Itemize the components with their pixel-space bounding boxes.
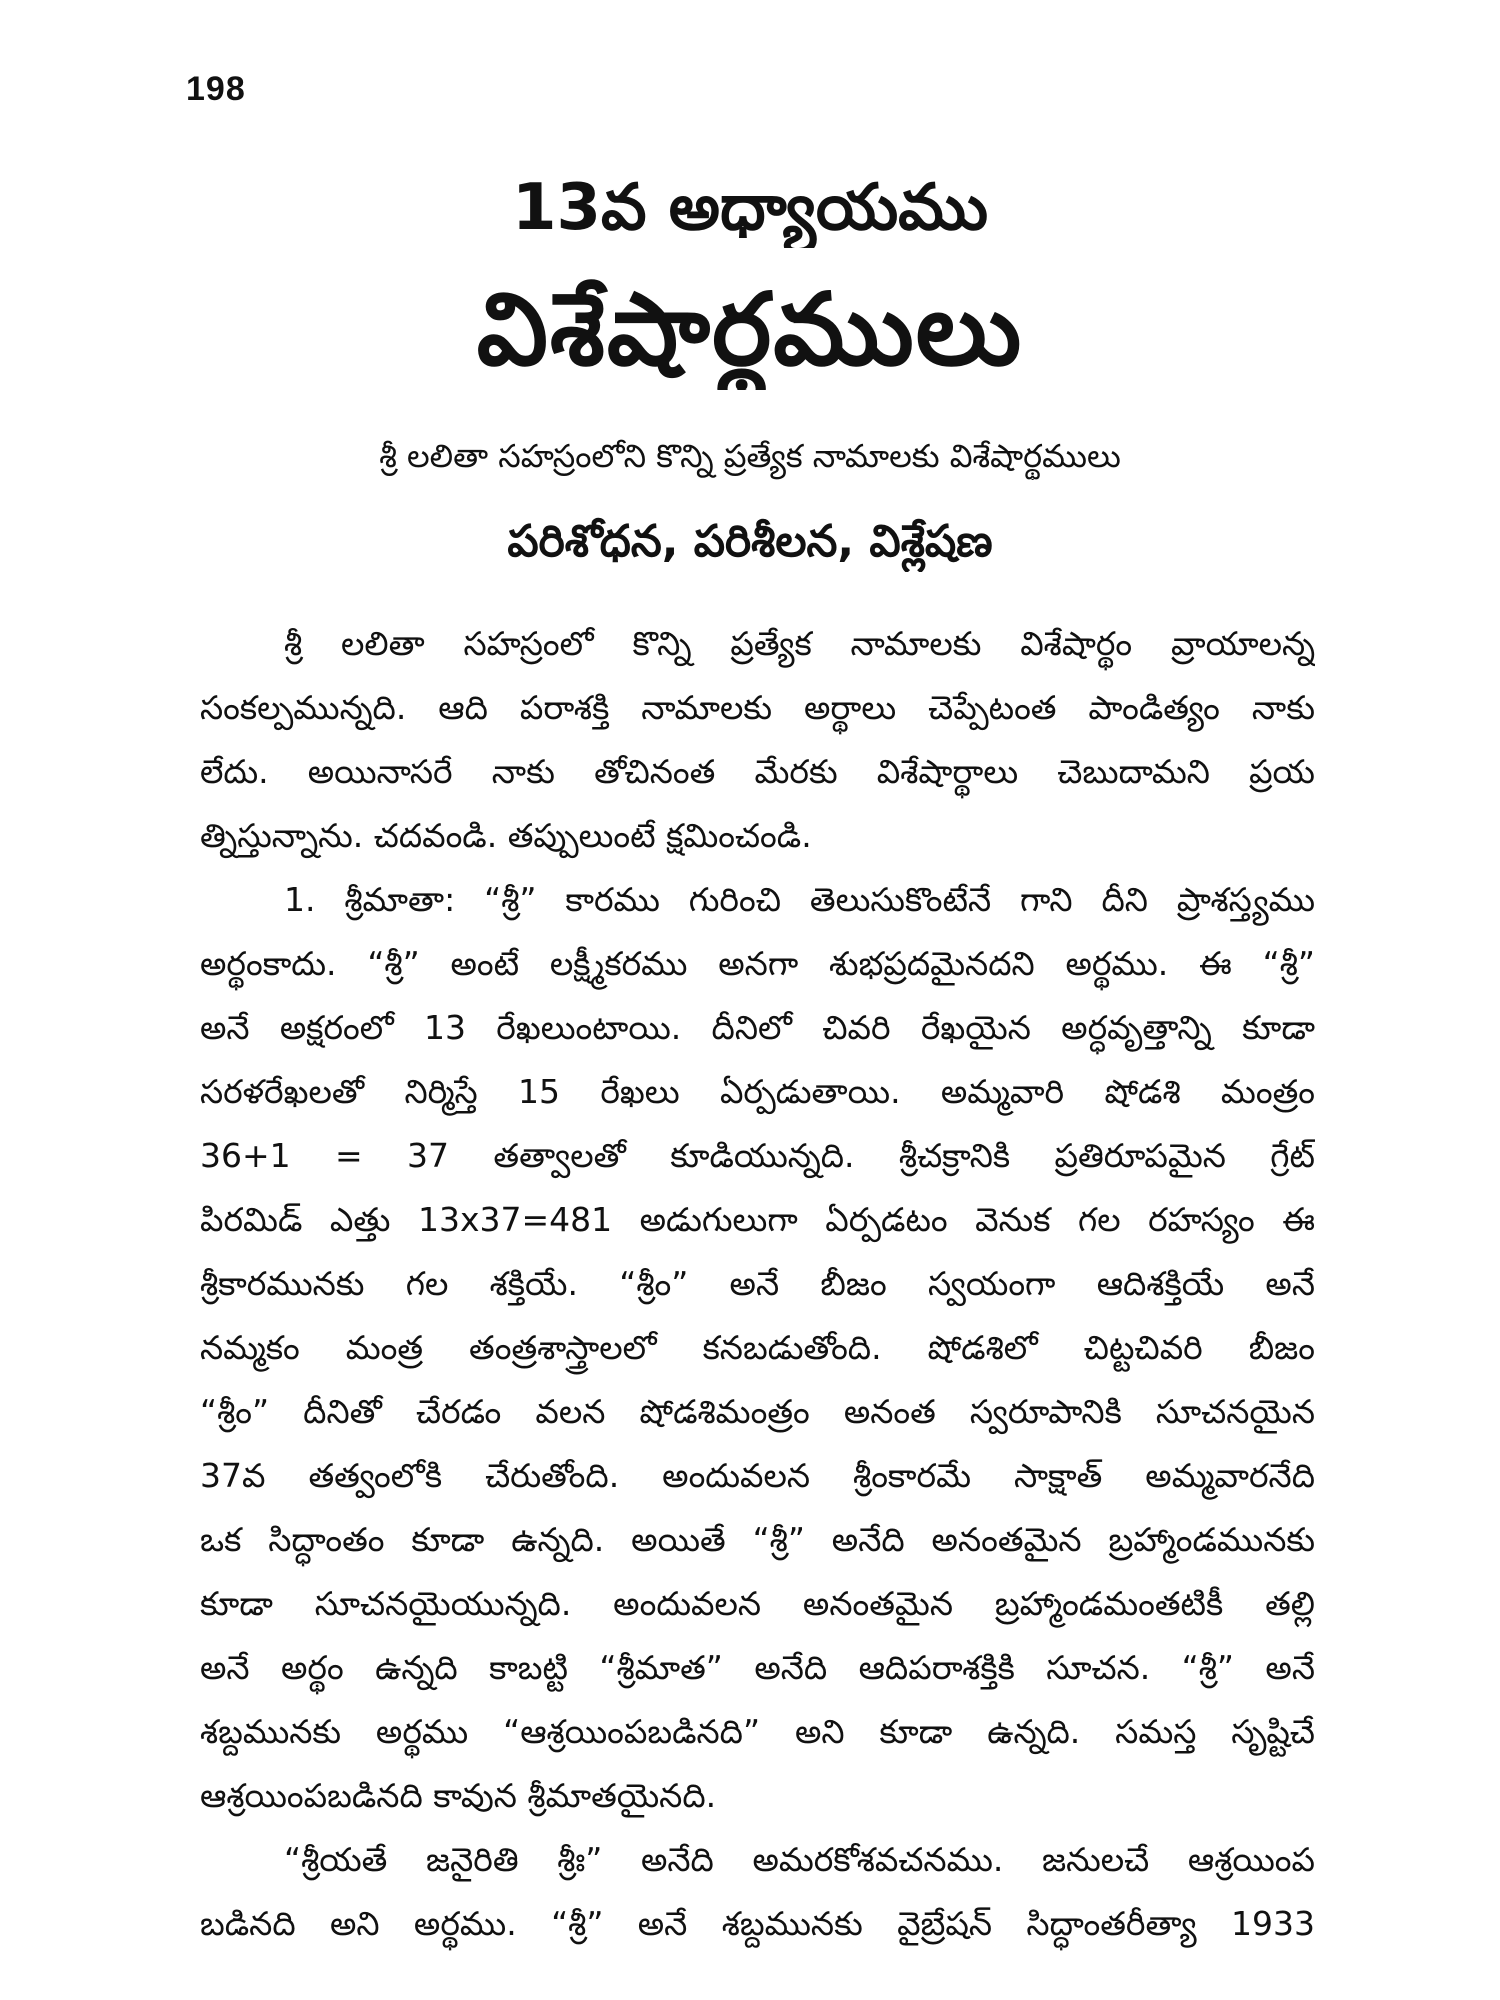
- text-line: 37వ తత్వంలోకి చేరుతోంది. అందువలన శ్రీంకారమే సాక్షాత్ అమ్మవారనేది: [200, 1456, 1315, 1495]
- text-line: “శ్రీం” దీనితో చేరడం వలన షోడశిమంత్రం అనంత స్వరూపానికి సూచనయైన: [200, 1392, 1315, 1431]
- text-line: అనే అక్షరంలో 13 రేఖలుంటాయి. దీనిలో చివరి రేఖయైన అర్ధవృత్తాన్ని కూడా: [200, 1008, 1315, 1047]
- text-line: 36+1 = 37 తత్వాలతో కూడియున్నది. శ్రీచక్రానికి ప్రతిరూపమైన గ్రేట్: [200, 1136, 1315, 1175]
- text-line: శబ్దమునకు అర్థము “ఆశ్రయింపబడినది” అని కూడా ఉన్నది. సమస్త సృష్టిచే: [200, 1712, 1315, 1751]
- text-line: 1. శ్రీమాతా: “శ్రీ” కారము గురించి తెలుసుకొంటేనే గాని దీని ప్రాశస్త్యము: [284, 880, 1315, 919]
- text-line: శ్రీకారమునకు గల శక్తియే. “శ్రీం” అనే బీజం స్వయంగా ఆదిశక్తియే అనే: [200, 1264, 1315, 1303]
- text-line: లేదు. అయినాసరే నాకు తోచినంత మేరకు విశేషార్థాలు చెబుదామని ప్రయ: [200, 752, 1315, 791]
- page-number: 198: [186, 70, 246, 108]
- paragraph-intro: [200, 612, 1315, 868]
- text-line: “శ్రీయతే జనైరితి శ్రీః” అనేది అమరకోశవచనము. జనులచే ఆశ్రయింప: [284, 1840, 1315, 1879]
- text-line: అర్థంకాదు. “శ్రీ” అంటే లక్ష్మీకరము అనగా శుభప్రదమైనదని అర్థము. ఈ “శ్రీ”: [200, 944, 1315, 983]
- text-line: అనే అర్థం ఉన్నది కాబట్టి “శ్రీమాత” అనేది ఆదిపరాశక్తికి సూచన. “శ్రీ” అనే: [200, 1648, 1315, 1687]
- paragraph-srimata: [200, 868, 1315, 1828]
- text-line: ఒక సిద్ధాంతం కూడా ఉన్నది. అయితే “శ్రీ” అనేది అనంతమైన బ్రహ్మాండమునకు: [200, 1520, 1315, 1559]
- text-line: శ్రీ లలితా సహస్రంలో కొన్ని ప్రత్యేక నామాలకు విశేషార్థం వ్రాయాలన్న: [284, 624, 1315, 663]
- text-line: పిరమిడ్ ఎత్తు 13x37=481 అడుగులుగా ఏర్పడటం వెనుక గల రహస్యం ఈ: [200, 1200, 1315, 1239]
- text-line: కూడా సూచనయైయున్నది. అందువలన అనంతమైన బ్రహ్మాండమంతటికీ తల్లి: [200, 1584, 1315, 1623]
- chapter-subtitle: శ్రీ లలితా సహస్రంలోని కొన్ని ప్రత్యేక నామాలకు విశేషార్థములు: [379, 437, 1121, 475]
- text-line: త్నిస్తున్నాను. చదవండి. తప్పులుంటే క్షమించండి.: [200, 816, 812, 855]
- chapter-title: విశేషార్థములు: [476, 271, 1024, 388]
- chapter-number: 13వ అధ్యాయము: [511, 171, 989, 245]
- text-line: ఆశ్రయింపబడినది కావున శ్రీమాతయైనది.: [200, 1776, 717, 1815]
- text-line: బడినది అని అర్థము. “శ్రీ” అనే శబ్దమునకు వైబ్రేషన్ సిద్ధాంతరీత్యా 1933: [200, 1904, 1315, 1943]
- paragraph-amarakosha: [200, 1828, 1315, 1956]
- text-line: నమ్మకం మంత్ర తంత్రశాస్త్రాలలో కనబడుతోంది. షోడశిలో చిట్టచివరి బీజం: [200, 1328, 1315, 1367]
- text-line: సరళరేఖలతో నిర్మిస్తే 15 రేఖలు ఏర్పడుతాయి. అమ్మవారి షోడశి మంత్రం: [200, 1072, 1315, 1111]
- text-line: సంకల్పమున్నది. ఆది పరాశక్తి నామాలకు అర్థాలు చెప్పేటంత పాండిత్యం నాకు: [200, 688, 1315, 727]
- section-heading: పరిశోధన, పరిశీలన, విశ్లేషణ: [507, 516, 993, 567]
- body-text: [200, 612, 1315, 1956]
